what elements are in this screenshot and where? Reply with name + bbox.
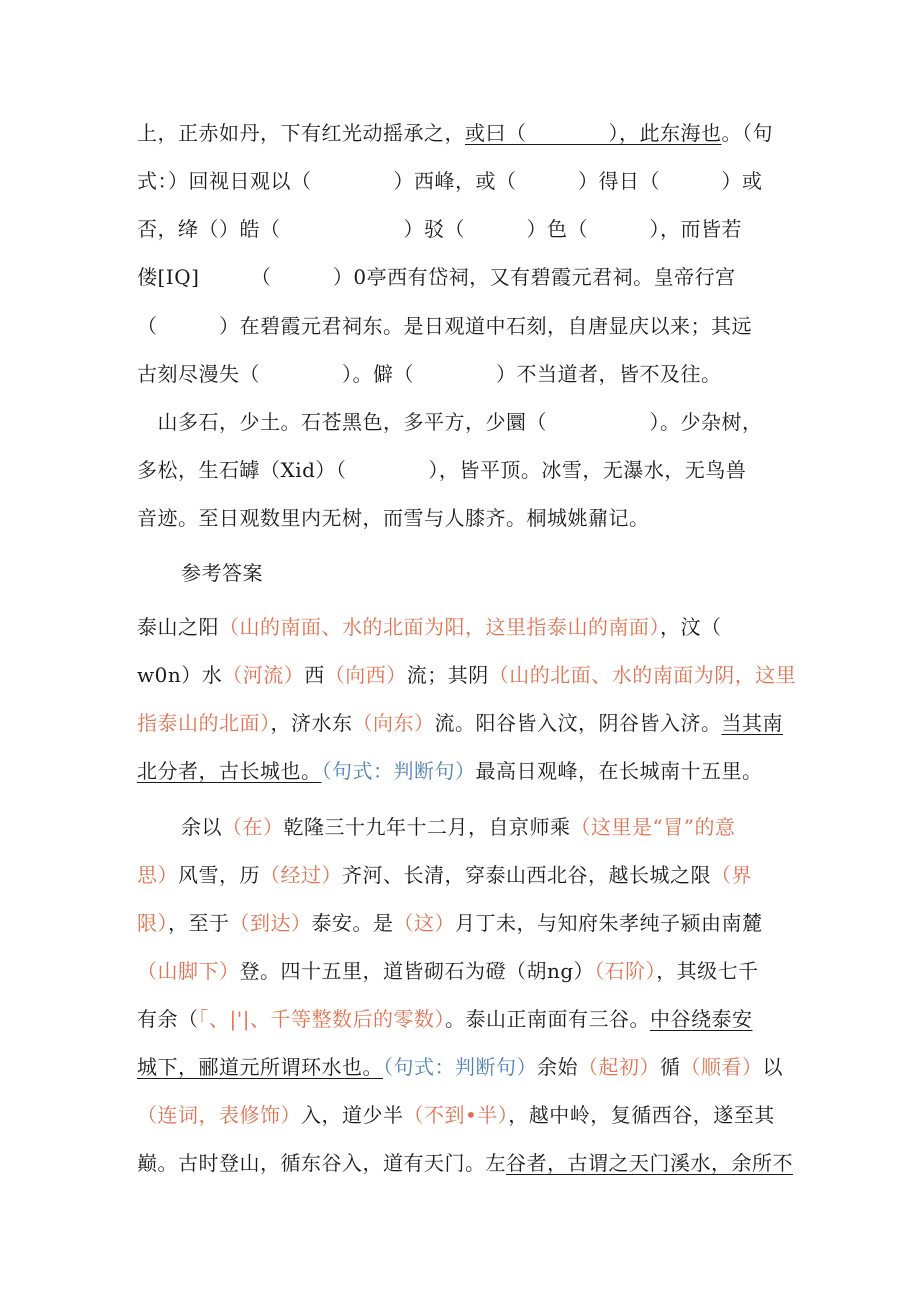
underlined-text: 中谷绕泰安 (649, 1007, 753, 1031)
underlined-text: 当其南 (721, 711, 783, 735)
annotation: （这） (393, 911, 455, 935)
text-run: w0n）水 (137, 663, 223, 687)
text-run: 入，道少半 (301, 1103, 404, 1127)
text-line (137, 1002, 787, 1036)
annotation: （山的南面、水的北面为阳，这里指泰山的南面） (219, 615, 660, 639)
syntax-note: （句式：判断句） (383, 1055, 537, 1079)
annotation: （河流） (222, 663, 305, 687)
underlined-text: 北分者，古长城也。 (137, 759, 322, 783)
annotation: （顺看） (680, 1055, 763, 1079)
text-line (137, 858, 787, 892)
annotation: （山脚下） (137, 959, 240, 983)
annotation: （山的北面、水的南面为阴，这里 (488, 663, 797, 687)
text-run: 有余（ (137, 1007, 199, 1031)
underlined-text: 或曰（ ），此东海也 (465, 121, 722, 145)
text-line (137, 116, 787, 150)
text-run: 月丁未，与知府朱孝纯子颍由南麓 (455, 911, 763, 935)
text-run: 登。四十五里，道皆砌石为磴（胡ng） (239, 959, 595, 983)
text-line (137, 1146, 793, 1180)
text-run: ，汶（ (660, 615, 722, 639)
text-run: 余以 (181, 815, 222, 839)
text-line (137, 658, 797, 692)
text-run: 风雪，历 (178, 863, 260, 887)
text-run: 以 (762, 1055, 783, 1079)
annotation: （不到•半） (403, 1103, 509, 1127)
text-run: 上，正赤如丹，下有红光动摇承之， (137, 121, 465, 145)
text-line (137, 610, 787, 644)
text-line (137, 706, 787, 740)
text-run: 乾隆三十九年十二月，自京师乘 (283, 815, 571, 839)
text-line (137, 754, 787, 788)
annotation: （到达） (229, 911, 312, 935)
underlined-text: 城下，郦道元所谓环水也。 (137, 1055, 383, 1079)
text-run: 西 (304, 663, 325, 687)
answer-heading: 参考答案 (181, 561, 263, 585)
text-run: 齐河、长清，穿泰山西北谷，越长城之限 (342, 863, 711, 887)
underlined-text: 谷者，古谓之天门溪水，余所不 (506, 1151, 793, 1175)
annotation: 思） (137, 863, 178, 887)
text-run: 。泰山正南面有三谷。 (444, 1007, 650, 1031)
text-line: 多松，生石罅（Xid）（ ），皆平顶。冰雪，无瀑水，无鸟兽 (137, 458, 747, 482)
text-run: 泰山之阳 (137, 615, 219, 639)
annotation: 限） (137, 911, 168, 935)
annotation: 「、|'|、千等整数后的零数） (198, 1007, 445, 1031)
text-line: （ ）在碧霞元君祠东。是日观道中石刻，自唐显庆以来；其远 (137, 314, 752, 338)
text-run: 泰安。是 (311, 911, 394, 935)
text-run: ，至于 (168, 911, 230, 935)
text-run: ，其级七千 (656, 959, 759, 983)
text-line (137, 1098, 787, 1132)
text-run: ，越中岭，复循西谷，遂至其 (508, 1103, 775, 1127)
text-run: 流；其阴 (406, 663, 489, 687)
text-run: 巅。古时登山，循东谷入，道有天门。左 (137, 1151, 506, 1175)
text-line: 音迹。至日观数里内无树，而雪与人膝齐。桐城姚鼐记。 (137, 506, 650, 530)
annotation: （经过） (260, 863, 342, 887)
annotation: （界 (711, 863, 752, 887)
text-run: 。（句 (721, 121, 773, 145)
annotation: （连词，表修饰） (137, 1103, 301, 1127)
text-line (181, 810, 831, 844)
annotation: （在） (222, 815, 284, 839)
text-run: 最高日观峰，在长城南十五里。 (475, 759, 763, 783)
text-line: 否，绛（）皓（ ）驳（ ）色（ ），而皆若 (137, 217, 742, 241)
annotation: （这里是“冒”的意 (570, 815, 736, 839)
annotation: （向东） (352, 711, 435, 735)
annotation: （向西） (324, 663, 407, 687)
text-run: 循 (660, 1055, 681, 1079)
text-line (137, 954, 787, 988)
text-line: 古刻尽漫失（ ）。僻（ ）不当道者，皆不及往。 (137, 362, 722, 386)
text-line: 式：）回视日观以（ ）西峰，或（ ）得日（ ）或 (137, 169, 763, 193)
text-line (137, 906, 787, 940)
text-run: 余始 (537, 1055, 578, 1079)
text-run: 流。阳谷皆入汶，阴谷皆入济。 (434, 711, 722, 735)
text-line (137, 1050, 787, 1084)
annotation: （起初） (578, 1055, 660, 1079)
text-line: 偻[IQ] （ ）0亭西有岱祠，又有碧霞元君祠。皇帝行宫 (137, 265, 736, 289)
syntax-note: （句式：判断句） (321, 759, 476, 783)
annotation: 指泰山的北面） (137, 711, 271, 735)
text-run: ，济水东 (270, 711, 353, 735)
annotation: （石阶） (594, 959, 657, 983)
text-line: 山多石，少土。石苍黑色，多平方，少圜（ ）。少杂树， (137, 410, 763, 434)
